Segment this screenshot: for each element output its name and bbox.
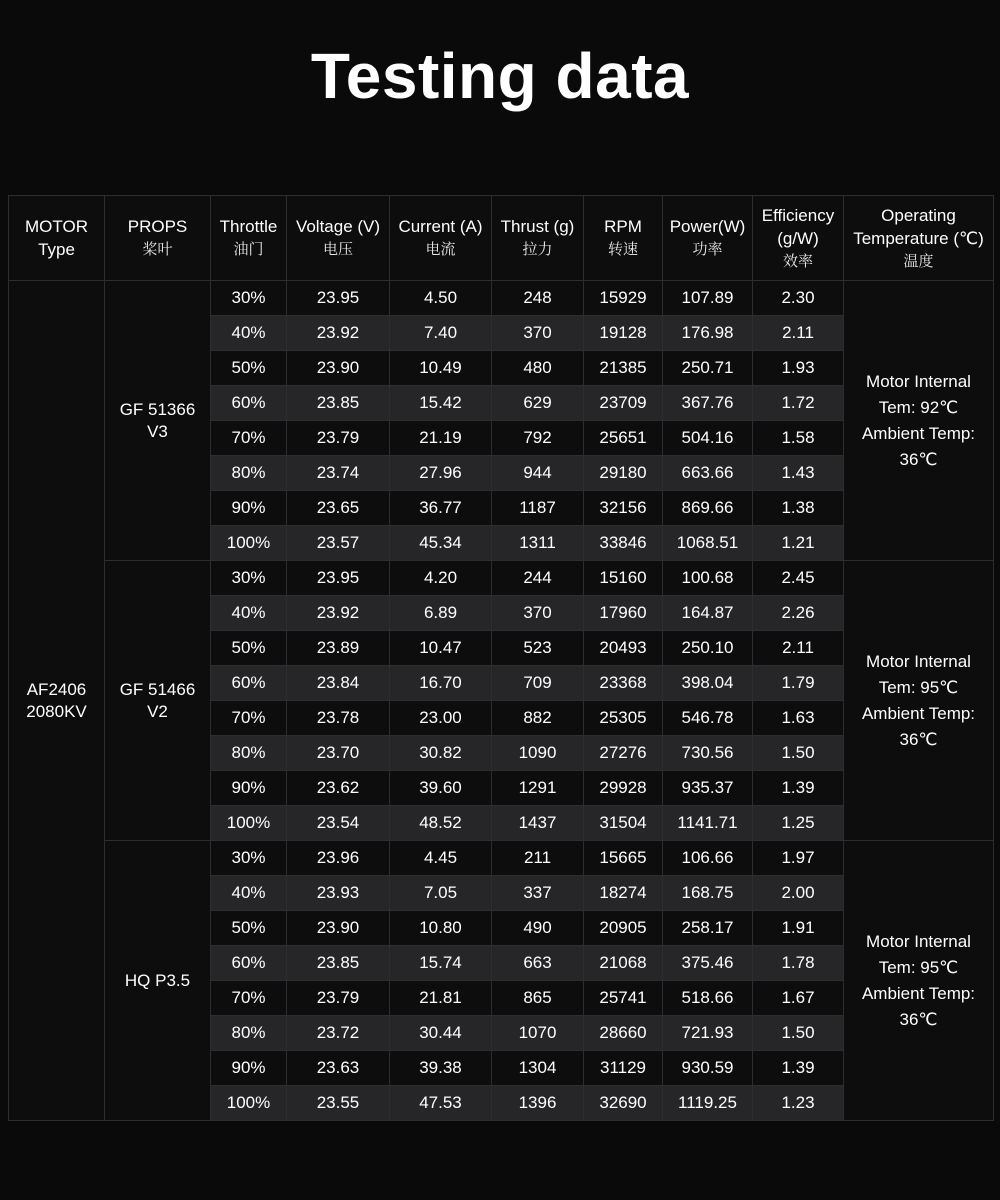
voltage-cell: 23.74 bbox=[287, 456, 390, 491]
thrust-cell: 1090 bbox=[492, 736, 584, 771]
current-cell: 23.00 bbox=[390, 701, 492, 736]
props-cell: HQ P3.5 bbox=[105, 841, 211, 1121]
voltage-cell: 23.79 bbox=[287, 981, 390, 1016]
power-cell: 250.71 bbox=[663, 351, 753, 386]
power-cell: 721.93 bbox=[663, 1016, 753, 1051]
rpm-cell: 17960 bbox=[584, 596, 663, 631]
props-cell: GF 51366 V3 bbox=[105, 281, 211, 561]
rpm-cell: 20493 bbox=[584, 631, 663, 666]
efficiency-cell: 2.45 bbox=[753, 561, 844, 596]
throttle-cell: 60% bbox=[211, 386, 287, 421]
current-cell: 16.70 bbox=[390, 666, 492, 701]
voltage-cell: 23.57 bbox=[287, 526, 390, 561]
voltage-cell: 23.92 bbox=[287, 316, 390, 351]
thrust-cell: 244 bbox=[492, 561, 584, 596]
voltage-cell: 23.89 bbox=[287, 631, 390, 666]
throttle-cell: 90% bbox=[211, 491, 287, 526]
current-cell: 4.20 bbox=[390, 561, 492, 596]
thrust-cell: 337 bbox=[492, 876, 584, 911]
efficiency-cell: 1.72 bbox=[753, 386, 844, 421]
thrust-cell: 211 bbox=[492, 841, 584, 876]
current-cell: 47.53 bbox=[390, 1086, 492, 1121]
throttle-cell: 90% bbox=[211, 771, 287, 806]
current-cell: 10.47 bbox=[390, 631, 492, 666]
power-cell: 730.56 bbox=[663, 736, 753, 771]
motor-type-cell: AF2406 2080KV bbox=[9, 281, 105, 1121]
current-cell: 10.80 bbox=[390, 911, 492, 946]
throttle-cell: 80% bbox=[211, 1016, 287, 1051]
efficiency-cell: 1.43 bbox=[753, 456, 844, 491]
power-cell: 518.66 bbox=[663, 981, 753, 1016]
throttle-cell: 50% bbox=[211, 351, 287, 386]
header-current: Current (A) 电流 bbox=[390, 196, 492, 281]
rpm-cell: 15665 bbox=[584, 841, 663, 876]
efficiency-cell: 1.21 bbox=[753, 526, 844, 561]
rpm-cell: 23368 bbox=[584, 666, 663, 701]
current-cell: 39.38 bbox=[390, 1051, 492, 1086]
rpm-cell: 32156 bbox=[584, 491, 663, 526]
thrust-cell: 865 bbox=[492, 981, 584, 1016]
rpm-cell: 20905 bbox=[584, 911, 663, 946]
rpm-cell: 18274 bbox=[584, 876, 663, 911]
rpm-cell: 31504 bbox=[584, 806, 663, 841]
throttle-cell: 40% bbox=[211, 596, 287, 631]
rpm-cell: 33846 bbox=[584, 526, 663, 561]
throttle-cell: 40% bbox=[211, 316, 287, 351]
voltage-cell: 23.62 bbox=[287, 771, 390, 806]
header-thrust: Thrust (g) 拉力 bbox=[492, 196, 584, 281]
current-cell: 48.52 bbox=[390, 806, 492, 841]
props-cell: GF 51466 V2 bbox=[105, 561, 211, 841]
voltage-cell: 23.85 bbox=[287, 386, 390, 421]
throttle-cell: 100% bbox=[211, 526, 287, 561]
voltage-cell: 23.72 bbox=[287, 1016, 390, 1051]
voltage-cell: 23.84 bbox=[287, 666, 390, 701]
current-cell: 4.50 bbox=[390, 281, 492, 316]
voltage-cell: 23.90 bbox=[287, 351, 390, 386]
rpm-cell: 28660 bbox=[584, 1016, 663, 1051]
header-efficiency: Efficiency (g/W) 效率 bbox=[753, 196, 844, 281]
power-cell: 100.68 bbox=[663, 561, 753, 596]
power-cell: 375.46 bbox=[663, 946, 753, 981]
thrust-cell: 248 bbox=[492, 281, 584, 316]
thrust-cell: 882 bbox=[492, 701, 584, 736]
testing-data-table bbox=[8, 195, 994, 1121]
throttle-cell: 70% bbox=[211, 981, 287, 1016]
voltage-cell: 23.55 bbox=[287, 1086, 390, 1121]
throttle-cell: 80% bbox=[211, 456, 287, 491]
throttle-cell: 50% bbox=[211, 631, 287, 666]
current-cell: 15.42 bbox=[390, 386, 492, 421]
rpm-cell: 29928 bbox=[584, 771, 663, 806]
voltage-cell: 23.90 bbox=[287, 911, 390, 946]
thrust-cell: 709 bbox=[492, 666, 584, 701]
current-cell: 36.77 bbox=[390, 491, 492, 526]
thrust-cell: 480 bbox=[492, 351, 584, 386]
thrust-cell: 1396 bbox=[492, 1086, 584, 1121]
power-cell: 869.66 bbox=[663, 491, 753, 526]
voltage-cell: 23.78 bbox=[287, 701, 390, 736]
efficiency-cell: 1.58 bbox=[753, 421, 844, 456]
efficiency-cell: 2.30 bbox=[753, 281, 844, 316]
power-cell: 367.76 bbox=[663, 386, 753, 421]
efficiency-cell: 1.97 bbox=[753, 841, 844, 876]
table-row bbox=[9, 561, 994, 596]
header-motor: MOTOR Type bbox=[9, 196, 105, 281]
efficiency-cell: 1.91 bbox=[753, 911, 844, 946]
thrust-cell: 490 bbox=[492, 911, 584, 946]
throttle-cell: 50% bbox=[211, 911, 287, 946]
power-cell: 1068.51 bbox=[663, 526, 753, 561]
current-cell: 45.34 bbox=[390, 526, 492, 561]
current-cell: 4.45 bbox=[390, 841, 492, 876]
efficiency-cell: 1.39 bbox=[753, 771, 844, 806]
rpm-cell: 23709 bbox=[584, 386, 663, 421]
efficiency-cell: 1.23 bbox=[753, 1086, 844, 1121]
rpm-cell: 29180 bbox=[584, 456, 663, 491]
throttle-cell: 40% bbox=[211, 876, 287, 911]
thrust-cell: 663 bbox=[492, 946, 584, 981]
efficiency-cell: 1.25 bbox=[753, 806, 844, 841]
voltage-cell: 23.70 bbox=[287, 736, 390, 771]
voltage-cell: 23.95 bbox=[287, 561, 390, 596]
efficiency-cell: 1.39 bbox=[753, 1051, 844, 1086]
current-cell: 10.49 bbox=[390, 351, 492, 386]
thrust-cell: 629 bbox=[492, 386, 584, 421]
header-temperature: Operating Temperature (℃) 温度 bbox=[844, 196, 994, 281]
current-cell: 39.60 bbox=[390, 771, 492, 806]
power-cell: 504.16 bbox=[663, 421, 753, 456]
current-cell: 6.89 bbox=[390, 596, 492, 631]
thrust-cell: 792 bbox=[492, 421, 584, 456]
current-cell: 30.82 bbox=[390, 736, 492, 771]
operating-temperature-cell: Motor Internal Tem: 92℃ Ambient Temp: 36℃ bbox=[844, 281, 994, 561]
header-rpm: RPM 转速 bbox=[584, 196, 663, 281]
rpm-cell: 32690 bbox=[584, 1086, 663, 1121]
throttle-cell: 90% bbox=[211, 1051, 287, 1086]
rpm-cell: 25651 bbox=[584, 421, 663, 456]
throttle-cell: 100% bbox=[211, 806, 287, 841]
thrust-cell: 370 bbox=[492, 316, 584, 351]
rpm-cell: 21068 bbox=[584, 946, 663, 981]
voltage-cell: 23.79 bbox=[287, 421, 390, 456]
throttle-cell: 60% bbox=[211, 946, 287, 981]
current-cell: 30.44 bbox=[390, 1016, 492, 1051]
header-props: PROPS 桨叶 bbox=[105, 196, 211, 281]
throttle-cell: 60% bbox=[211, 666, 287, 701]
power-cell: 663.66 bbox=[663, 456, 753, 491]
throttle-cell: 80% bbox=[211, 736, 287, 771]
efficiency-cell: 2.11 bbox=[753, 631, 844, 666]
throttle-cell: 30% bbox=[211, 841, 287, 876]
current-cell: 7.05 bbox=[390, 876, 492, 911]
efficiency-cell: 1.50 bbox=[753, 1016, 844, 1051]
efficiency-cell: 2.26 bbox=[753, 596, 844, 631]
thrust-cell: 944 bbox=[492, 456, 584, 491]
operating-temperature-cell: Motor Internal Tem: 95℃ Ambient Temp: 36℃ bbox=[844, 561, 994, 841]
table-row bbox=[9, 841, 994, 876]
header-row bbox=[9, 196, 994, 281]
header-voltage: Voltage (V) 电压 bbox=[287, 196, 390, 281]
voltage-cell: 23.93 bbox=[287, 876, 390, 911]
rpm-cell: 31129 bbox=[584, 1051, 663, 1086]
rpm-cell: 19128 bbox=[584, 316, 663, 351]
voltage-cell: 23.54 bbox=[287, 806, 390, 841]
efficiency-cell: 1.67 bbox=[753, 981, 844, 1016]
header-power: Power(W) 功率 bbox=[663, 196, 753, 281]
throttle-cell: 70% bbox=[211, 701, 287, 736]
voltage-cell: 23.65 bbox=[287, 491, 390, 526]
power-cell: 935.37 bbox=[663, 771, 753, 806]
power-cell: 258.17 bbox=[663, 911, 753, 946]
thrust-cell: 1304 bbox=[492, 1051, 584, 1086]
efficiency-cell: 2.11 bbox=[753, 316, 844, 351]
power-cell: 930.59 bbox=[663, 1051, 753, 1086]
power-cell: 168.75 bbox=[663, 876, 753, 911]
voltage-cell: 23.63 bbox=[287, 1051, 390, 1086]
thrust-cell: 1437 bbox=[492, 806, 584, 841]
thrust-cell: 370 bbox=[492, 596, 584, 631]
power-cell: 546.78 bbox=[663, 701, 753, 736]
thrust-cell: 1291 bbox=[492, 771, 584, 806]
table-row bbox=[9, 281, 994, 316]
operating-temperature-cell: Motor Internal Tem: 95℃ Ambient Temp: 36℃ bbox=[844, 841, 994, 1121]
voltage-cell: 23.95 bbox=[287, 281, 390, 316]
throttle-cell: 70% bbox=[211, 421, 287, 456]
current-cell: 21.81 bbox=[390, 981, 492, 1016]
efficiency-cell: 1.93 bbox=[753, 351, 844, 386]
efficiency-cell: 1.38 bbox=[753, 491, 844, 526]
power-cell: 250.10 bbox=[663, 631, 753, 666]
current-cell: 15.74 bbox=[390, 946, 492, 981]
thrust-cell: 1070 bbox=[492, 1016, 584, 1051]
power-cell: 1119.25 bbox=[663, 1086, 753, 1121]
thrust-cell: 1187 bbox=[492, 491, 584, 526]
power-cell: 1141.71 bbox=[663, 806, 753, 841]
rpm-cell: 27276 bbox=[584, 736, 663, 771]
rpm-cell: 15929 bbox=[584, 281, 663, 316]
power-cell: 176.98 bbox=[663, 316, 753, 351]
thrust-cell: 1311 bbox=[492, 526, 584, 561]
rpm-cell: 15160 bbox=[584, 561, 663, 596]
power-cell: 107.89 bbox=[663, 281, 753, 316]
current-cell: 7.40 bbox=[390, 316, 492, 351]
rpm-cell: 21385 bbox=[584, 351, 663, 386]
throttle-cell: 30% bbox=[211, 281, 287, 316]
throttle-cell: 100% bbox=[211, 1086, 287, 1121]
throttle-cell: 30% bbox=[211, 561, 287, 596]
power-cell: 398.04 bbox=[663, 666, 753, 701]
page-title: Testing data bbox=[310, 40, 690, 112]
voltage-cell: 23.96 bbox=[287, 841, 390, 876]
power-cell: 106.66 bbox=[663, 841, 753, 876]
efficiency-cell: 1.78 bbox=[753, 946, 844, 981]
rpm-cell: 25741 bbox=[584, 981, 663, 1016]
efficiency-cell: 1.79 bbox=[753, 666, 844, 701]
efficiency-cell: 2.00 bbox=[753, 876, 844, 911]
efficiency-cell: 1.63 bbox=[753, 701, 844, 736]
current-cell: 27.96 bbox=[390, 456, 492, 491]
power-cell: 164.87 bbox=[663, 596, 753, 631]
voltage-cell: 23.92 bbox=[287, 596, 390, 631]
header-throttle: Throttle 油门 bbox=[211, 196, 287, 281]
efficiency-cell: 1.50 bbox=[753, 736, 844, 771]
rpm-cell: 25305 bbox=[584, 701, 663, 736]
thrust-cell: 523 bbox=[492, 631, 584, 666]
current-cell: 21.19 bbox=[390, 421, 492, 456]
voltage-cell: 23.85 bbox=[287, 946, 390, 981]
